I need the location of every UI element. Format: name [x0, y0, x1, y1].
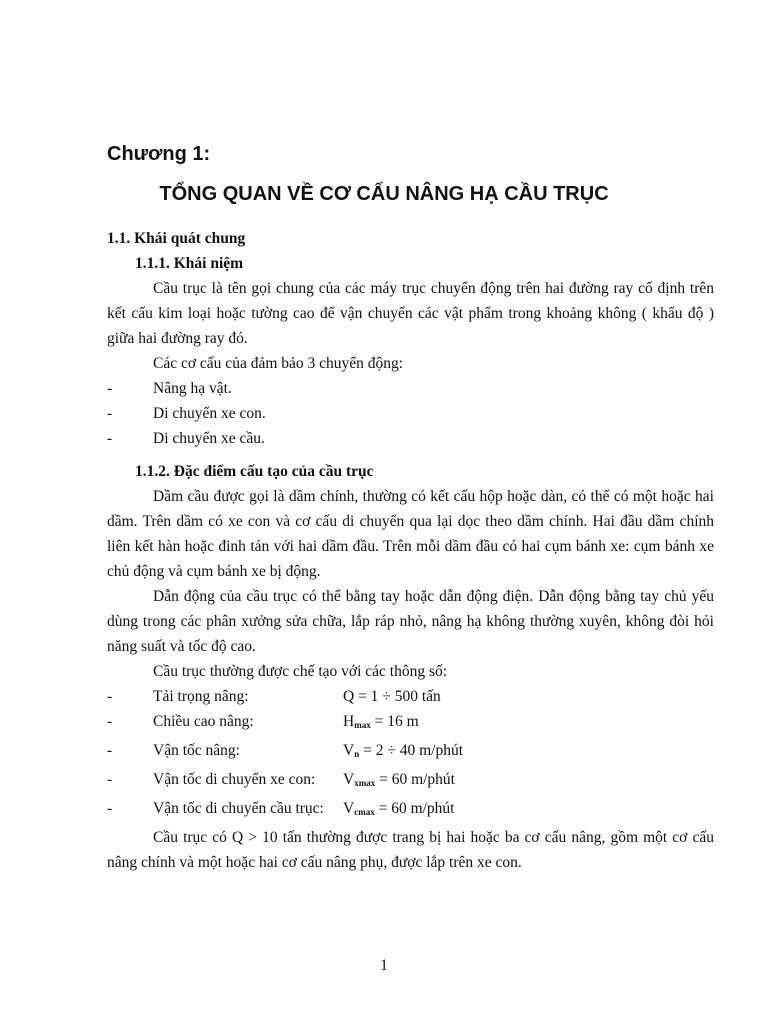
section-heading-1-1-2: 1.1.2. Đặc điểm cấu tạo của cầu trục — [135, 463, 374, 480]
spec-value: $V_{cmax} = 60$ m/phút — [343, 800, 455, 817]
paragraph-definition: Cầu trục là tên gọi chung của các máy trục chuyển động trên hai đường ray cố định trên kết cấu kim loại hoặc tường cao để vận chuyển các vật phẩm trong khoảng không ( khẩu độ ) giữa hai đường ray đó. — [107, 280, 714, 347]
spec-value: $H_{max} = 16$ m — [343, 713, 419, 730]
list-dash: - — [107, 713, 113, 730]
list-dash: - — [107, 742, 113, 759]
list-dash: - — [107, 800, 113, 817]
spec-label: Chiều cao nâng: — [153, 713, 254, 730]
list-item — [107, 426, 714, 451]
list-item — [107, 401, 714, 426]
spec-value: Q = 1 ÷ 500 tấn — [343, 688, 441, 705]
paragraph-motions-intro: Các cơ cấu của đảm bảo 3 chuyển động: — [153, 355, 404, 372]
spec-row-trolley-speed — [107, 767, 714, 796]
list-dash: - — [107, 430, 113, 447]
list-dash: - — [107, 405, 113, 422]
paragraph-structure: Dầm cầu được gọi là dầm chính, thường có kết cấu hộp hoặc dàn, có thể có một hoặc hai dầm. Trên dầm có xe con và cơ cấu di chuyển qua lại dọc theo dầm chính. Hai đầu dầm chính liên kết hàn hoặc đinh tán với hai dầm đầu. Trên mỗi dầm đầu có hai cụm bánh xe: cụm bánh xe chủ động và cụm bánh xe bị động. — [107, 488, 714, 580]
list-dash: - — [107, 771, 113, 788]
content-block-2 — [107, 459, 714, 875]
spec-row-height — [107, 709, 714, 738]
list-item — [107, 376, 714, 401]
paragraph-hoists: Cầu trục có Q > 10 tấn thường được trang bị hai hoặc ba cơ cấu nâng, gồm một cơ cấu nâng chính và một hoặc hai cơ cấu nâng phụ, được lắp trên xe con. — [107, 829, 714, 871]
list-item-text: Di chuyển xe con. — [153, 405, 266, 422]
content-block-1 — [107, 226, 714, 451]
chapter-label: Chương 1: — [107, 143, 211, 165]
spec-label: Tải trọng nâng: — [153, 688, 249, 705]
spec-label: Vận tốc di chuyển cầu trục: — [153, 800, 324, 817]
spec-row-lift-speed — [107, 738, 714, 767]
list-item-text: Nâng hạ vật. — [153, 380, 232, 397]
list-dash: - — [107, 380, 113, 397]
spec-label: Vận tốc nâng: — [153, 742, 240, 759]
paragraph-specs-intro: Cầu trục thường được chế tạo với các thông số: — [153, 663, 448, 680]
page-number: 1 — [380, 957, 388, 974]
chapter-title: TỔNG QUAN VỀ CƠ CẤU NÂNG HẠ CẦU TRỤC — [159, 183, 609, 205]
spec-value: $V_n = 2 \div 40$ m/phút — [343, 742, 464, 759]
section-heading-1-1: 1.1. Khái quát chung — [107, 230, 246, 247]
spec-row-load — [107, 684, 714, 709]
section-heading-1-1-1: 1.1.1. Khái niệm — [135, 255, 244, 272]
spec-row-crane-speed — [107, 796, 714, 825]
spec-value: $V_{xmax} = 60$ m/phút — [343, 771, 455, 788]
paragraph-drive: Dẫn động của cầu trục có thể bằng tay hoặc dẫn động điện. Dẫn động bằng tay chủ yếu dùng trong các phân xưởng sửa chữa, lắp ráp nhỏ, nâng hạ không thường xuyên, không đòi hỏi năng suất và tốc độ cao. — [107, 588, 714, 655]
spec-label: Vận tốc di chuyển xe con: — [153, 771, 316, 788]
list-item-text: Di chuyển xe cầu. — [153, 430, 265, 447]
list-dash: - — [107, 688, 113, 705]
